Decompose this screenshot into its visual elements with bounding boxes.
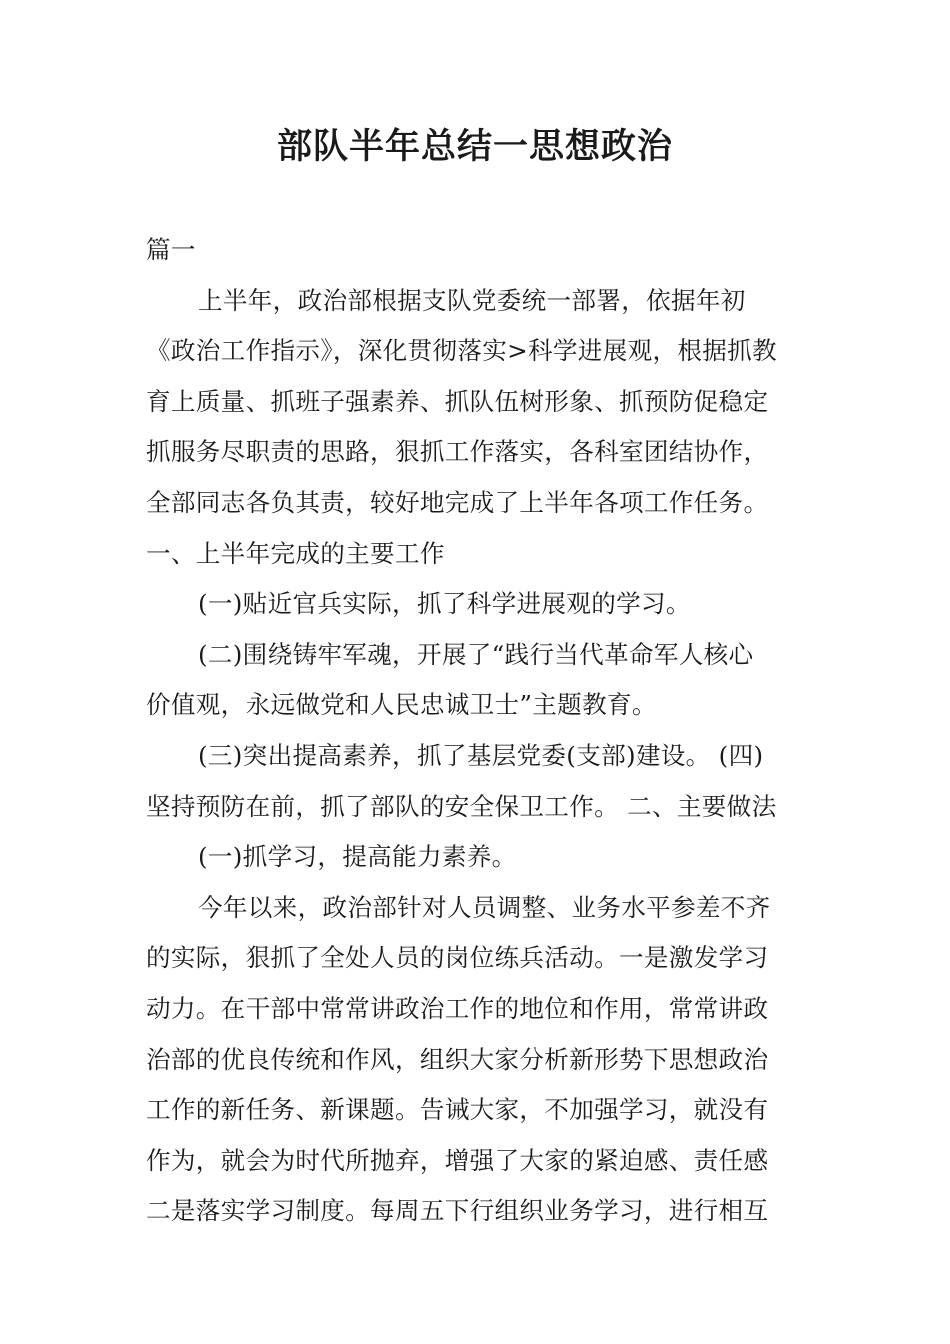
- paragraph-line: 动力。在干部中常常讲政治工作的地位和作用，常常讲政: [146, 993, 769, 1023]
- paragraph-line: 上半年，政治部根据支队党委统一部署，依据年初: [198, 285, 746, 315]
- section-heading: 一、上半年完成的主要工作: [146, 538, 445, 568]
- paragraph-line: 二是落实学习制度。每周五下行组织业务学习，进行相互: [146, 1196, 769, 1226]
- paragraph-line: 《政治工作指示》，深化贯彻落实>科学进展观，根据抓教: [146, 336, 777, 366]
- paragraph-line: 抓服务尽职责的思路，狠抓工作落实，各科室团结协作，: [146, 437, 769, 467]
- paragraph-line: 今年以来，政治部针对人员调整、业务水平参差不齐: [198, 892, 771, 922]
- paragraph-line: 治部的优良传统和作风，组织大家分析新形势下思想政治: [146, 1044, 769, 1074]
- paragraph-line: (三)突出提高素养，抓了基层党委(支部)建设。 (四): [198, 740, 764, 770]
- paragraph-line: 育上质量、抓班子强素养、抓队伍树形象、抓预防促稳定: [146, 386, 769, 416]
- paragraph-line: 工作的新任务、新课题。告诫大家，不加强学习，就没有: [146, 1095, 769, 1125]
- paragraph-line: 作为，就会为时代所抛弃，增强了大家的紧迫感、责任感: [146, 1145, 769, 1175]
- document-title: 部队半年总结一思想政治: [276, 127, 673, 167]
- paragraph-line: 的实际，狠抓了全处人员的岗位练兵活动。一是激发学习: [146, 943, 769, 973]
- document-body: [146, 225, 806, 1237]
- paragraph-line: (二)围绕铸牢军魂，开展了“践行当代革命军人核心: [198, 639, 754, 669]
- paragraph-line: (一)抓学习，提高能力素养。: [198, 842, 517, 872]
- section-label: 篇一: [146, 235, 196, 264]
- paragraph-line: (一)贴近官兵实际，抓了科学进展观的学习。: [198, 589, 691, 619]
- paragraph-line: 全部同志各负其责，较好地完成了上半年各项工作任务。: [146, 487, 769, 517]
- paragraph-line: 价值观，永远做党和人民忠诚卫士”主题教育。: [146, 690, 657, 720]
- paragraph-line: 坚持预防在前，抓了部队的安全保卫工作。 二、主要做法: [146, 791, 777, 821]
